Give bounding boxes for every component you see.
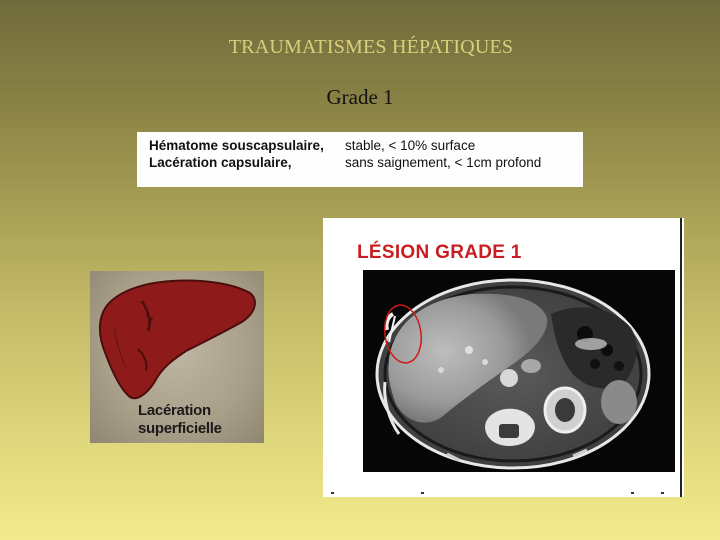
classification-description: sans saignement, < 1cm profond <box>345 155 542 170</box>
classification-description: stable, < 10% surface <box>345 138 476 153</box>
classification-row <box>149 138 579 156</box>
slide-title: TRAUMATISMES HÉPATIQUES <box>228 36 514 58</box>
ct-scan-panel <box>323 218 684 497</box>
classification-box <box>137 132 583 187</box>
ct-footer-marks <box>331 491 676 495</box>
ct-panel-edge <box>680 218 682 497</box>
liver-caption-line1: Lacération <box>138 402 211 419</box>
ct-scan-image <box>363 270 675 472</box>
liver-illustration <box>90 271 264 443</box>
slide-subtitle: Grade 1 <box>326 85 394 109</box>
classification-term: Hématome souscapsulaire, <box>149 138 324 153</box>
ct-heading: LÉSION GRADE 1 <box>357 242 522 263</box>
classification-term: Lacération capsulaire, <box>149 155 292 170</box>
liver-shape <box>100 281 255 399</box>
classification-row <box>149 155 579 173</box>
liver-caption-line2: superficielle <box>138 420 222 437</box>
